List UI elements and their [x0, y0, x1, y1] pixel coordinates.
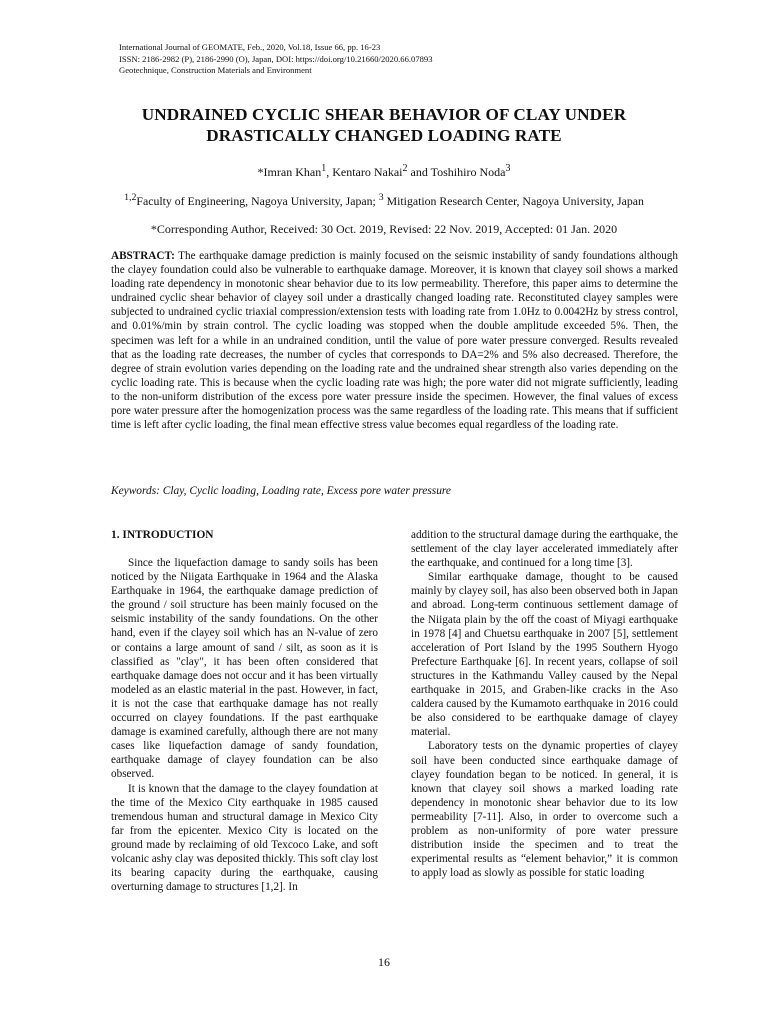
author-separator: , [326, 165, 333, 179]
author-separator: and [407, 165, 431, 179]
paragraph: Since the liquefaction damage to sandy soils has been noticed by the Niigata Earthquake in 1964 and the Alaska Earthquake in 1964, the earthquake damage prediction of the ground / soil structure has been mainly focused on the seismic instability of the sandy foundations. On the other hand, even if the clayey soil which has an N-value of zero or contains a large amount of sand / silt, as soon as it is classified as "clay", it has been often considered that earthquake damage does not occur and it has been virtually modeled as an elastic material in the past. However, in fact, it is not the case that earthquake damage has not really occurred on clayey foundations. If the past earthquake damage is examined carefully, although there are not many cases like liquefaction damage of sandy foundation, earthquake damage of clayey foundation can be also observed. [111, 557, 378, 781]
journal-issn-doi: ISSN: 2186-2982 (P), 2186-2990 (O), Japan, DOI: https://doi.org/10.21660/2020.66.07893 [119, 53, 433, 64]
affiliation-text: Faculty of Engineering, Nagoya University, Japan; [136, 193, 379, 208]
left-column [111, 528, 378, 894]
author-list [40, 163, 728, 180]
affiliation-text: Mitigation Research Center, Nagoya University, Japan [383, 193, 644, 208]
corresponding-author-dates: *Corresponding Author, Received: 30 Oct. 2019, Revised: 22 Nov. 2019, Accepted: 01 Jan. 2020 [150, 222, 618, 236]
author-name: Kentaro Nakai [332, 165, 403, 179]
paragraph: Similar earthquake damage, thought to be caused mainly by clayey soil, has also been observed both in Japan and abroad. Long-term continuous settlement damage of the Niigata plain by the off the coast of Miyagi earthquake in 1978 [4] and Chuetsu earthquake in 2007 [5], settlement acceleration of Port Island by the 1995 Southern Hyogo Prefecture Earthquake [6]. In recent years, collapse of soil structures in the Kathmandu Valley caused by the Nepal earthquake in 2015, and Graben-like cracks in the Aso caldera caused by the Kumamoto earthquake in 2016 could be also considered to be earthquake damage of clayey material. [411, 571, 678, 739]
paragraph: It is known that the damage to the clayey foundation at the time of the Mexico City earthquake in 1985 caused tremendous human and structural damage in Mexico City far from the epicenter. Mexico City is located on the ground made by reclaiming of old Texcoco Lake, and soft volcanic ashy clay was deposited thickly. This soft clay lost its bearing capacity during the earthquake, causing overturning damage to structures [1,2]. In [111, 782, 378, 894]
paper-title-line-1: UNDRAINED CYCLIC SHEAR BEHAVIOR OF CLAY UNDER [141, 105, 627, 124]
journal-citation: International Journal of GEOMATE, Feb., 2020, Vol.18, Issue 66, pp. 16-23 [119, 42, 381, 52]
right-column [411, 528, 678, 880]
page-number: 16 [378, 955, 390, 969]
journal-subject: Geotechnique, Construction Materials and Environment [119, 65, 312, 76]
keywords: Keywords: Clay, Cyclic loading, Loading rate, Excess pore water pressure [111, 485, 451, 497]
author-name: *Imran Khan [257, 165, 322, 179]
abstract-label: ABSTRACT: [111, 250, 175, 262]
paragraph: addition to the structural damage during the earthquake, the settlement of the clay layer accelerated immediately after the earthquake, and continued for a long time [3]. [411, 529, 678, 570]
author-affiliation-mark: 3 [505, 163, 511, 174]
paragraph: Laboratory tests on the dynamic properties of clayey soil have been conducted since earthquake damage of clayey foundation began to be noticed. In general, it is known that clayey soil shows a marked loading rate dependency in monotonic shear behavior due to its low permeability [7-11]. Also, in order to overcome such a problem as non-uniformity of pore water pressure distribution inside the specimen and to treat the experimental results as “element behavior,” it is common to apply load as slowly as possible for static loading [411, 740, 678, 880]
author-affiliation-mark: 2 [402, 163, 408, 174]
paper-title-line-2: DRASTICALLY CHANGED LOADING RATE [206, 125, 562, 145]
author-name: Toshihiro Noda [430, 165, 506, 179]
affiliations [40, 192, 728, 209]
author-affiliation-mark: 1 [321, 163, 327, 174]
section-heading-introduction: 1. INTRODUCTION [111, 529, 214, 541]
paper-title [60, 105, 708, 146]
abstract [111, 249, 678, 432]
abstract-text: The earthquake damage prediction is mainly focused on the seismic instability of sandy foundations although the clayey foundation could also be vulnerable to earthquake damage. Moreover, it is known that clayey soil shows a marked loading rate dependency in monotonic shear behavior due to its low permeability. Therefore, this paper aims to determine the undrained cyclic shear behavior of clayey soil under a drastically changed loading rate. Reconstituted clayey samples were subjected to undrained cyclic triaxial compression/extension tests with loading rate from 1.0Hz to 0.0042Hz by stress control, and 0.01%/min by strain control. The cyclic loading was stopped when the double amplitude exceeded 5%. Then, the specimen was left for a while in an undrained condition, until the value of pore water pressure converged. Results revealed that as the loading rate decreases, the number of cycles that corresponds to DA=2% and 5% also decreased. Therefore, the degree of strain evolution varies depending on the loading rate and the undrained shear strength also varies depending on the cyclic loading rate. This is because when the cyclic loading rate was high; the pore water did not migrate sufficiently, leading to the non-uniform distribution of the excess pore water pressure inside the specimen. However, the final values of excess pore water pressure after the homogenization process was the same regardless of the loading rate. This means that if sufficient time is left after cyclic loading, the final mean effective stress value becomes equal regardless of the loading rate. [111, 250, 678, 432]
journal-header [119, 42, 433, 77]
affiliation-mark: 1,2 [124, 192, 137, 203]
affiliation-mark: 3 [378, 192, 384, 203]
